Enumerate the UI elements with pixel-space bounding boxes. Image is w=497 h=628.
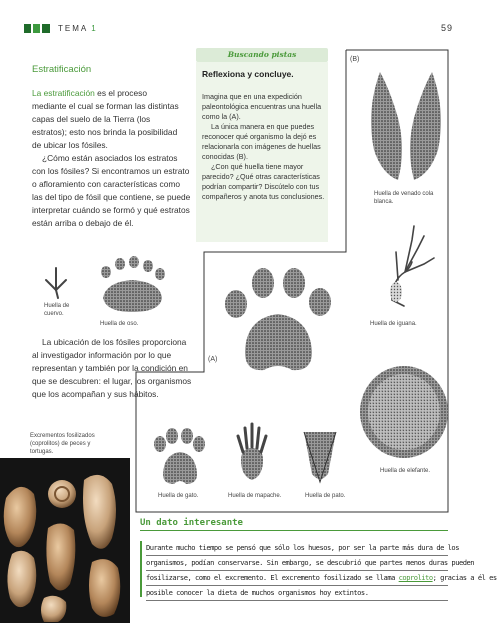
track-gato <box>154 428 205 484</box>
caption-oso: Huella de oso. <box>100 321 139 327</box>
pistas-p3: ¿Con qué huella tiene mayor parecido? ¿Qué otras características podrían compartir? Discútelo con tus compañeros y anota tus conclusiones. <box>202 162 325 201</box>
caption-mapache: Huella de mapache. <box>228 493 282 499</box>
pistas-heading: Reflexiona y concluye. <box>202 69 294 79</box>
keyword-estratificacion: La estratificación <box>32 88 95 98</box>
coprolite-photo <box>0 458 130 623</box>
dato-line-3b: ; gracias a él es <box>432 573 497 582</box>
track-elefante <box>360 366 448 458</box>
coprolite-photo-svg <box>0 458 130 623</box>
track-oso <box>101 256 165 312</box>
label-b: (B) <box>350 56 360 63</box>
dato-line-3 <box>146 571 497 586</box>
dato-rule <box>140 530 448 531</box>
paragraph-estratos-fosiles: ¿Cómo están asociados los estratos con los fósiles? Si encontramos un estrato o afloramiento con características como las del tipo de fósil que contiene, se puede interpretar cuándo se formó y qué estratos están arriba o debajo de él. <box>32 153 191 228</box>
label-a: (A) <box>208 356 218 363</box>
tema-label: TEMA <box>58 24 89 33</box>
track-a <box>225 268 331 370</box>
paragraph-1-text: es el proceso mediante el cual se forman las distintas capas del suelo de la Tierra (los estratos); esto nos brinda la posibilidad de ubicar los fósiles. <box>32 88 179 150</box>
dato-line-4: posible conocer la dieta de muchos organismos hoy extintos. <box>146 586 448 601</box>
caption-pato: Huella de pato. <box>305 493 346 499</box>
dato-title: Un dato interesante <box>140 518 243 528</box>
page-number: 59 <box>441 23 454 33</box>
caption-cuervo: Huella de cuervo. <box>44 303 70 317</box>
pistas-p2: La única manera en que puedes reconocer qué organismo la dejó es relacionarla con imágenes de huellas conocidas (B). <box>202 122 321 161</box>
track-iguana <box>390 226 434 306</box>
section-title: Estratificación <box>32 64 92 75</box>
paragraph-ubicacion-fosiles: La ubicación de los fósiles proporciona al investigador información por lo que representan y también por la condición en que se descubren: el lugar, los organismos que los acompañan y sus hábitos. <box>32 337 192 399</box>
caption-gato: Huella de gato. <box>158 493 199 499</box>
track-mapache <box>238 424 266 480</box>
dato-line-2: organismos, podían conservarse. Sin embargo, se descubrió que partes menos duras pueden <box>146 556 448 571</box>
track-cuervo <box>46 268 66 298</box>
caption-iguana: Huella de iguana. <box>370 321 417 327</box>
dato-bar <box>140 541 142 597</box>
tema-number: 1 <box>91 24 98 33</box>
pistas-p1: Imagina que en una expedición paleontológica encuentras una huella como la (A). <box>202 92 322 121</box>
track-pato <box>304 432 336 482</box>
dato-line-1: Durante mucho tiempo se pensó que sólo los huesos, por ser la parte más dura de los <box>146 541 448 556</box>
caption-venado: Huella de venado cola blanca. <box>374 191 434 205</box>
dato-line-3a: fosilizarse, como el excremento. El excremento fosilizado se llama <box>146 573 399 582</box>
dato-text <box>146 541 497 601</box>
photo-caption: Excrementos fosilizados (coprolitos) de peces y tortugas. <box>30 433 95 455</box>
caption-elefante: Huella de elefante. <box>380 468 431 474</box>
coprolito-link[interactable]: coprolito <box>398 573 433 582</box>
pistas-tab: Buscando pistas <box>196 48 328 62</box>
track-venado <box>371 72 441 180</box>
